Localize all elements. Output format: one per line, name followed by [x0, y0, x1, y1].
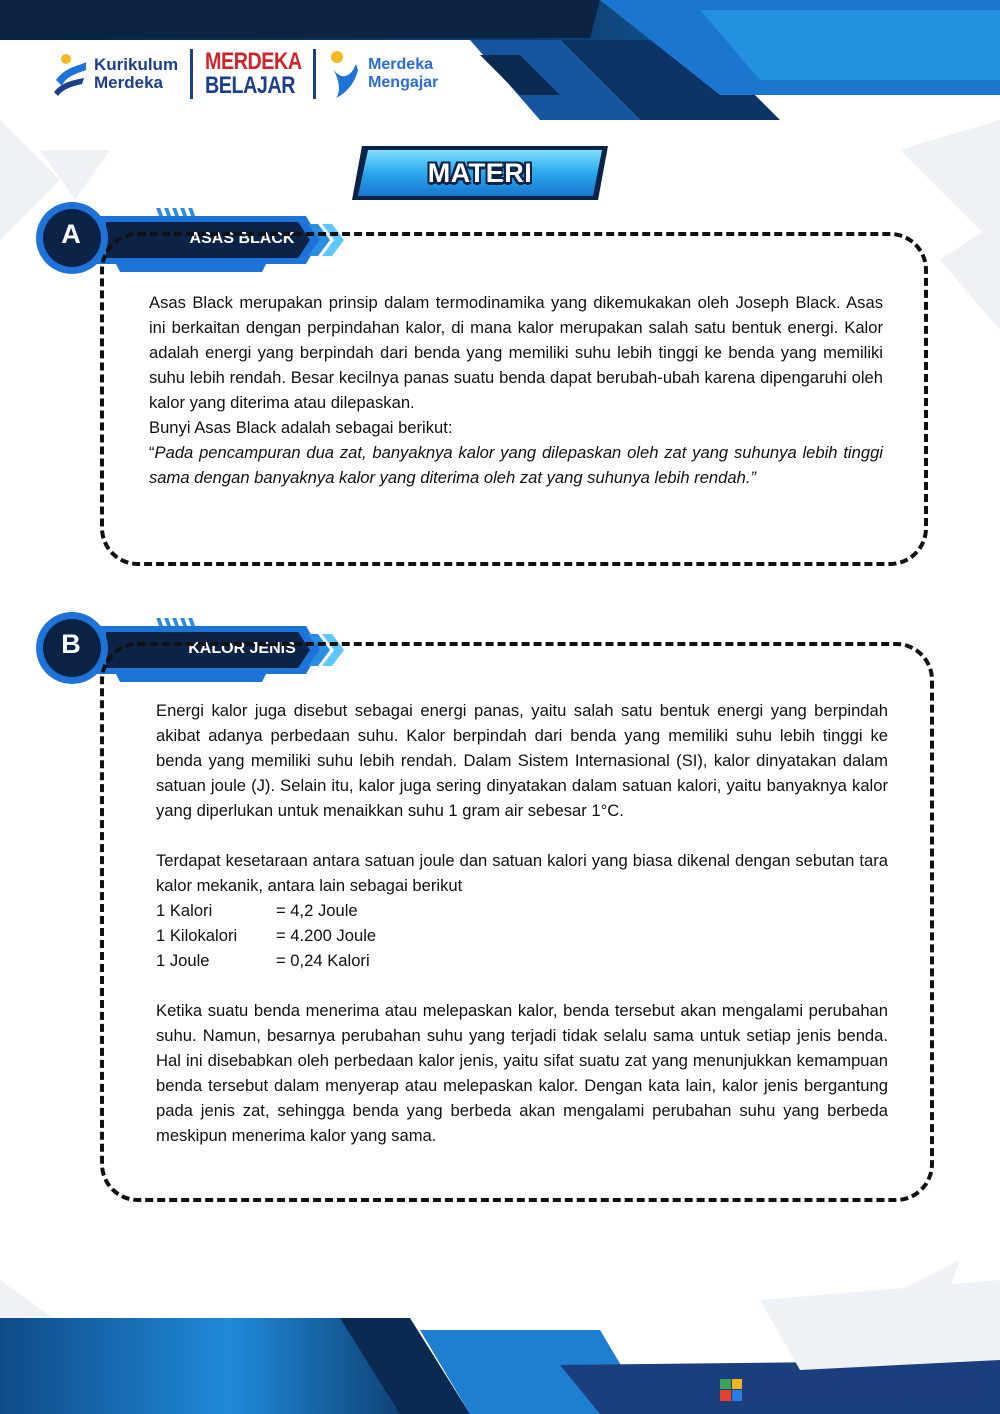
equivalence-row: [156, 898, 888, 923]
header-logos: [52, 44, 438, 104]
section-b-paragraph-3: Ketika suatu benda menerima atau melepaskan kalor, benda tersebut akan mengalami perubahan suhu. Namun, besarnya perubahan suhu yang terjadi tidak selalu sama untuk setiap jenis benda. Hal ini disebabkan oleh perbedaan kalor jenis, yaitu sifat suatu zat yang menunjukkan kemampuan benda tersebut dalam menyerap atau melepaskan kalor. Dengan kata lain, kalor jenis bergantung pada jenis zat, sehingga benda yang berbeda akan mengalami perubahan suhu yang berbeda meskipun menerima kalor yang sama.: [156, 1001, 888, 1145]
equivalence-unit: 1 Joule: [156, 951, 210, 970]
equivalence-unit: 1 Kalori: [156, 901, 213, 920]
section-a-content: [149, 290, 883, 490]
section-b-paragraph-1: Energi kalor juga disebut sebagai energi panas, yaitu salah satu bentuk energi yang berpindah akibat adanya perbedaan suhu. Kalor berpindah dari benda yang memiliki suhu lebih tinggi ke benda yang memiliki suhu lebih rendah. Dalam Sistem Internasional (SI), kalor dinyatakan dalam satuan joule (J). Selain itu, kalor juga sering dinyatakan dalam satuan kalori, yaitu banyaknya kalor yang diperlukan untuk menaikkan suhu 1 gram air sebesar 1°C.: [156, 701, 888, 820]
section-b-title: KALOR JENIS: [188, 640, 296, 657]
section-b-content: [156, 698, 888, 1148]
merdeka-belajar-logo: [205, 48, 302, 99]
merdeka-text: Merdeka: [94, 73, 163, 92]
section-a-title: ASAS BLACK: [189, 230, 295, 247]
section-a-paragraph: Asas Black merupakan prinsip dalam termodinamika yang dikemukakan oleh Joseph Black. Asas ini berkaitan dengan perpindahan kalor, di mana kalor merupakan salah satu bentuk energi. Kalor adalah energi yang berpindah dari benda yang memiliki suhu lebih tinggi ke benda yang memiliki suhu lebih rendah. Besar kecilnya panas suatu benda dapat berubah-ubah karena dipengaruhi oleh kalor yang diterima atau dilepaskan.: [149, 293, 883, 412]
section-a-letter: A: [61, 219, 81, 249]
logo-divider: [313, 49, 316, 99]
asas-black-quote: Pada pencampuran dua zat, banyaknya kalor yang dilepaskan oleh zat yang suhunya lebih tinggi sama dengan banyaknya kalor yang diterima oleh zat yang suhunya lebih rendah.”: [149, 443, 883, 487]
merdeka-mengajar-line1: Merdeka: [368, 56, 433, 73]
kurikulum-merdeka-icon: [52, 52, 88, 96]
equivalence-unit: 1 Kilokalori: [156, 926, 238, 945]
merdeka-belajar-line1: MERDEKA: [205, 48, 302, 75]
materi-title-badge: [352, 146, 608, 200]
kurikulum-merdeka-logo: [52, 52, 178, 96]
quote-open-mark: “: [149, 443, 155, 462]
equivalence-row: [156, 948, 888, 973]
section-a-lead-in: Bunyi Asas Black adalah sebagai berikut:: [149, 418, 453, 437]
merdeka-belajar-line2: BELAJAR: [205, 72, 296, 99]
liveworksheets-name: LIVEWORKSHEETS: [746, 1374, 986, 1404]
liveworksheets-brand[interactable]: [720, 1374, 986, 1405]
logo-divider: [190, 49, 193, 99]
equivalence-value: = 0,24 Kalori: [276, 951, 370, 970]
equivalence-value: = 4,2 Joule: [276, 901, 358, 920]
equivalence-row: [156, 923, 888, 948]
section-b-letter: B: [61, 629, 81, 659]
merdeka-mengajar-line2: Mengajar: [368, 74, 439, 91]
equivalence-value: = 4.200 Joule: [276, 926, 377, 945]
merdeka-mengajar-logo: [328, 50, 438, 98]
section-b-paragraph-2: Terdapat kesetaraan antara satuan joule dan satuan kalori yang biasa dikenal dengan sebutan tara kalor mekanik, antara lain sebagai berikut: [156, 851, 888, 895]
liveworksheets-logo-icon: [720, 1379, 742, 1401]
merdeka-mengajar-icon: [328, 50, 360, 98]
page-title: MATERI: [427, 157, 533, 188]
kurikulum-text: Kurikulum: [94, 55, 179, 74]
